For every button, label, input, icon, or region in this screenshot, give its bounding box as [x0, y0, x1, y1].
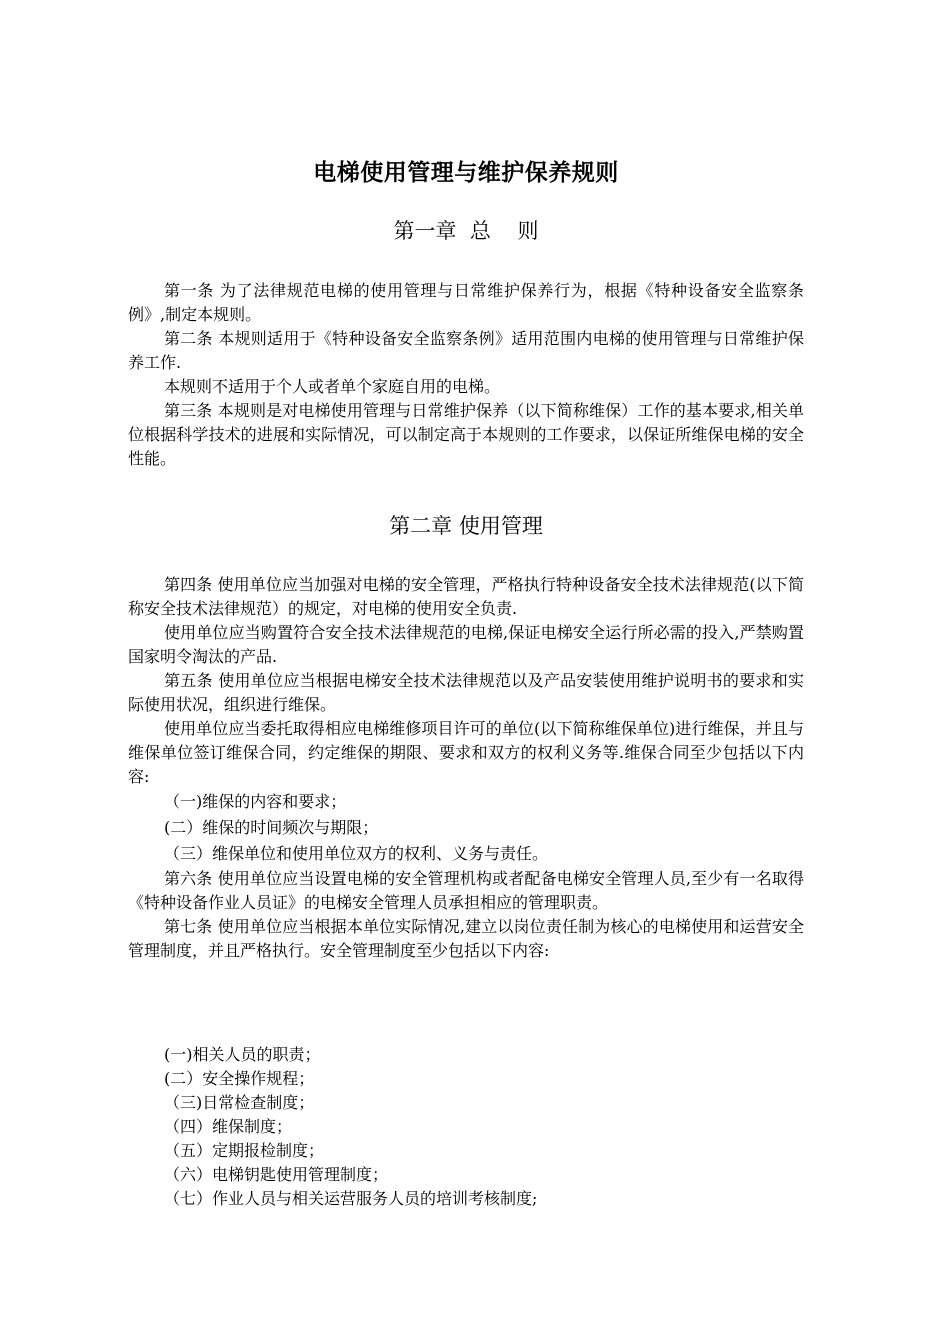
- article-1-paragraph: 第一条 为了法律规范电梯的使用管理与日常维护保养行为，根据《特种设备安全监察条例》,制定本规则。: [128, 281, 804, 324]
- article-2-exclusion-paragraph: 本规则不适用于个人或者单个家庭自用的电梯。: [164, 377, 501, 396]
- contract-item-3: （三）维保单位和使用单位双方的权利、义务与责任。: [164, 844, 549, 863]
- system-item-1: (一)相关人员的职责；: [164, 1045, 321, 1064]
- article-2-paragraph: 第二条 本规则适用于《特种设备安全监察条例》适用范围内电梯的使用管理与日常维护保养工作.: [128, 329, 804, 372]
- system-item-3: （三)日常检查制度；: [164, 1093, 315, 1112]
- article-5-paragraph: 第五条 使用单位应当根据电梯安全技术法律规范以及产品安装使用维护说明书的要求和实际使用状况，组织进行维保。: [128, 671, 804, 714]
- chapter-1-heading: 第一章 总 则: [393, 219, 539, 243]
- system-item-5: （五）定期报检制度；: [164, 1141, 325, 1160]
- contract-item-2: (二）维保的时间频次与期限；: [164, 818, 379, 837]
- article-3-paragraph: 第三条 本规则是对电梯使用管理与日常维护保养（以下简称维保）工作的基本要求,相关单位根据科学技术的进展和实际情况，可以制定高于本规则的工作要求，以保证所维保电梯的安全性能。: [128, 401, 804, 468]
- chapter-2-heading: 第二章 使用管理: [389, 514, 543, 538]
- contract-item-1: （一)维保的内容和要求；: [164, 792, 347, 811]
- chapter-1-body: [128, 279, 804, 471]
- system-item-7: （七）作业人员与相关运营服务人员的培训考核制度;: [164, 1189, 538, 1208]
- article-4-paragraph: 第四条 使用单位应当加强对电梯的安全管理，严格执行特种设备安全技术法律规范(以下简称安全技术法律规范）的规定，对电梯的使用安全负责.: [128, 575, 804, 618]
- document-title: 电梯使用管理与维护保养规则: [313, 159, 619, 186]
- article-6-paragraph: 第六条 使用单位应当设置电梯的安全管理机构或者配备电梯安全管理人员,至少有一名取得《特种设备作业人员证》的电梯安全管理人员承担相应的管理职责。: [128, 869, 804, 912]
- article-7-paragraph: 第七条 使用单位应当根据本单位实际情况,建立以岗位责任制为核心的电梯使用和运营安全管理制度，并且严格执行。安全管理制度至少包括以下内容:: [128, 917, 804, 960]
- article-5-contract-paragraph: 使用单位应当委托取得相应电梯维修项目许可的单位(以下简称维保单位)进行维保，并且与维保单位签订维保合同，约定维保的期限、要求和双方的权利义务等.维保合同至少包括以下内容:: [128, 719, 804, 786]
- system-item-4: （四）维保制度；: [164, 1117, 293, 1136]
- system-item-6: （六）电梯钥匙使用管理制度；: [164, 1165, 389, 1184]
- article-4-purchase-paragraph: 使用单位应当购置符合安全技术法律规范的电梯,保证电梯安全运行所必需的投入,严禁购置国家明令淘汰的产品.: [128, 623, 804, 666]
- system-item-2: (二）安全操作规程；: [164, 1069, 315, 1088]
- chapter-2-body: [128, 573, 804, 963]
- safety-system-list: [128, 1043, 804, 1211]
